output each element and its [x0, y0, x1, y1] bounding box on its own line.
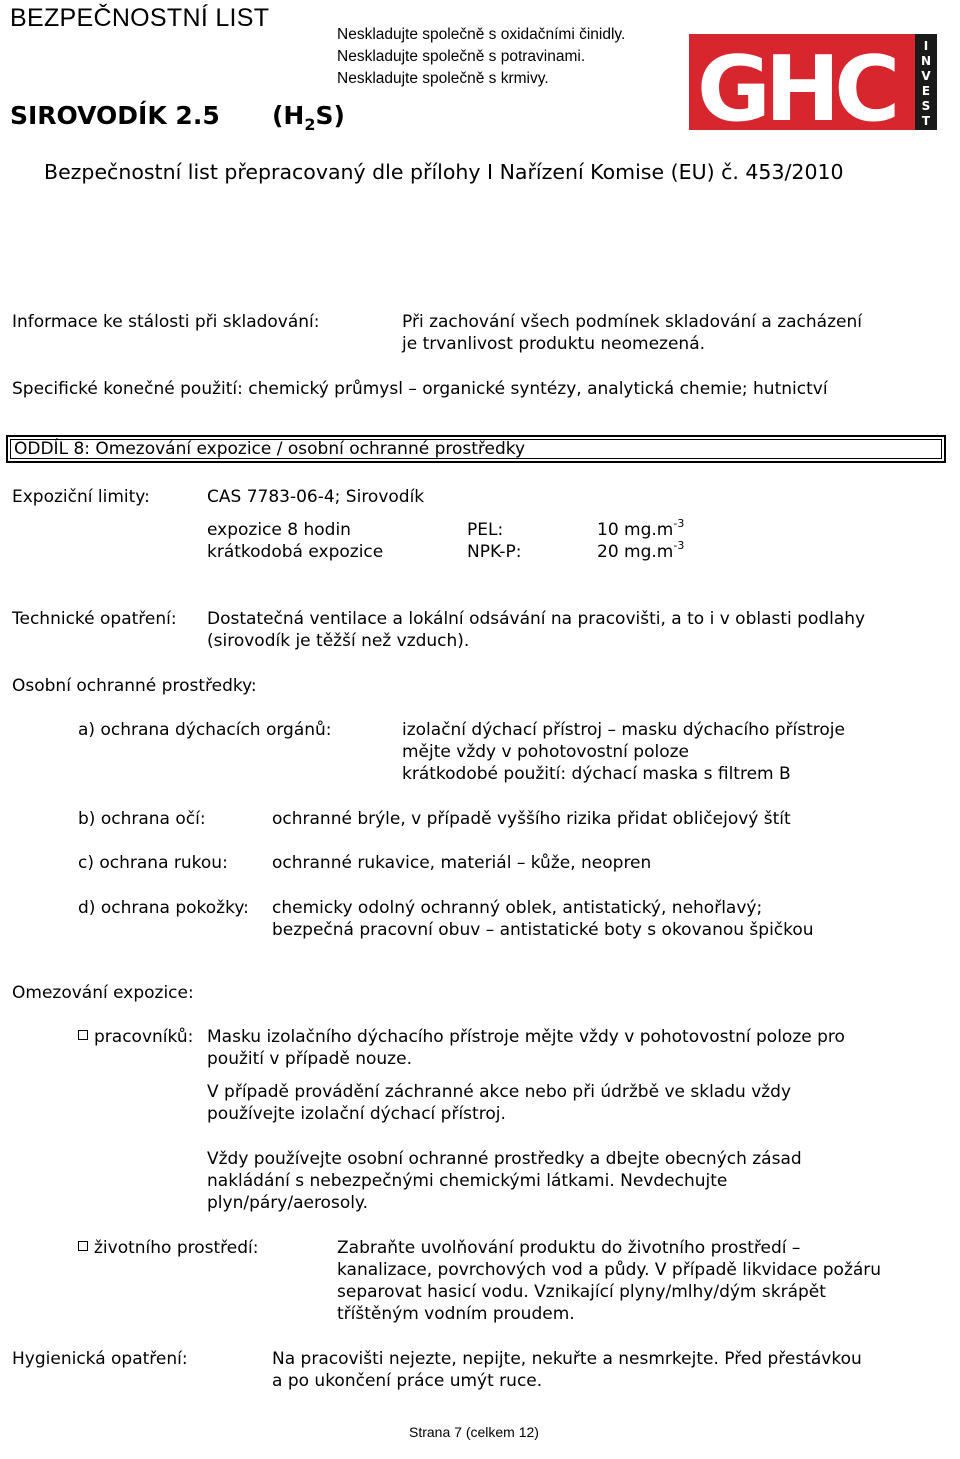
limit-row-1-name: expozice 8 hodin [207, 520, 351, 540]
ppe-a-text-1: izolační dýchací přístroj – masku dýchacího přístroje [402, 720, 845, 740]
storage-line-1: Neskladujte společně s oxidačními činidly. [337, 26, 626, 43]
env-text-4: tříštěným vodním proudem. [337, 1304, 575, 1324]
ppe-b-text: ochranné brýle, v případě vyššího rizika přidat obličejový štít [272, 809, 791, 829]
square-bullet-icon [78, 1241, 88, 1251]
ppe-c-label: c) ochrana rukou: [78, 853, 228, 873]
env-text-3: separovat hasicí vodu. Vznikající plyny/mlhy/dým skrápět [337, 1282, 826, 1302]
cas-number: CAS 7783-06-4; Sirovodík [207, 487, 425, 507]
svg-text:N: N [920, 54, 932, 68]
end-use: Specifické konečné použití: chemický průmysl – organické syntézy, analytická chemie; hutnictví [12, 379, 828, 399]
env-text-2: kanalizace, povrchových vod a půdy. V případě likvidace požáru [337, 1260, 882, 1280]
stability-text-2: je trvanlivost produktu neomezená. [402, 334, 706, 354]
workers-p3-line-3: plyn/páry/aerosoly. [207, 1193, 368, 1213]
hygiene-label: Hygienická opatření: [12, 1349, 188, 1369]
logo-letters: GHC [697, 37, 895, 130]
ppe-a-text-3: krátkodobé použití: dýchací maska s filtrem B [402, 764, 791, 784]
stability-text-1: Při zachování všech podmínek skladování a zacházení [402, 312, 862, 332]
env-label: životního prostředí: [78, 1237, 259, 1259]
document-subtitle: Bezpečnostní list přepracovaný dle přílohy I Nařízení Komise (EU) č. 453/2010 [44, 160, 844, 184]
limit-row-2-type: NPK-P: [467, 542, 522, 562]
chemical-formula: $(H_2S)$ [272, 101, 345, 134]
limit-row-1-type: PEL: [467, 520, 504, 540]
section-8-title: ODDÍL 8: Omezování expozice / osobní ochranné prostředky [14, 439, 526, 459]
document-type-title: BEZPEČNOSTNÍ LIST [10, 4, 270, 32]
svg-text:S: S [921, 99, 931, 113]
storage-line-3: Neskladujte společně s krmivy. [337, 70, 549, 87]
ppe-d-label: d) ochrana pokožky: [78, 898, 249, 918]
limit-row-2-value: 20 $mg.m^{-3}$ [597, 539, 685, 562]
ppe-a-label: a) ochrana dýchacích orgánů: [78, 720, 332, 740]
workers-p2-line-1: V případě provádění záchranné akce nebo při údržbě ve skladu vždy [207, 1082, 792, 1102]
storage-line-2: Neskladujte společně s potravinami. [337, 48, 586, 65]
limit-row-1-value: 10 $mg.m^{-3}$ [597, 517, 685, 540]
workers-p1-line-2: použití v případě nouze. [207, 1049, 412, 1069]
ppe-c-text: ochranné rukavice, materiál – kůže, neopren [272, 853, 652, 873]
page-number: Strana 7 (celkem 12) [409, 1424, 539, 1440]
workers-p2-line-2: používejte izolační dýchací přístroj. [207, 1104, 506, 1124]
workers-p3-line-2: nakládání s nebezpečnými chemickými látkami. Nevdechujte [207, 1171, 728, 1191]
svg-text:I: I [923, 39, 929, 53]
workers-p3-line-1: Vždy používejte osobní ochranné prostředky a dbejte obecných zásad [207, 1149, 802, 1169]
ppe-d-text-2: bezpečná pracovní obuv – antistatické boty s okovanou špičkou [272, 920, 814, 940]
limit-row-2-name: krátkodobá expozice [207, 542, 384, 562]
ppe-a-text-2: mějte vždy v pohotovostní poloze [402, 742, 689, 762]
stability-label: Informace ke stálosti při skladování: [12, 312, 320, 332]
technical-label: Technické opatření: [12, 609, 177, 629]
square-bullet-icon [78, 1030, 88, 1040]
hygiene-text-1: Na pracovišti nejezte, nepijte, nekuřte a nesmrkejte. Před přestávkou [272, 1349, 862, 1369]
workers-label: pracovníků: [78, 1026, 193, 1048]
env-text-1: Zabraňte uvolňování produktu do životního prostředí – [337, 1238, 801, 1258]
product-title: SIROVODÍK 2.5 [10, 101, 220, 130]
limitation-label: Omezování expozice: [12, 983, 194, 1003]
svg-text:V: V [921, 69, 931, 83]
ghc-invest-logo [689, 34, 937, 130]
workers-p1-line-1: Masku izolačního dýchacího přístroje mějte vždy v pohotovostní poloze pro [207, 1027, 845, 1047]
product-name [10, 101, 345, 134]
svg-text:T: T [921, 114, 931, 128]
exposure-limits-label: Expoziční limity: [12, 487, 150, 507]
svg-text:E: E [921, 84, 931, 98]
section-8-header [6, 435, 946, 463]
ppe-label: Osobní ochranné prostředky: [12, 676, 257, 696]
ppe-b-label: b) ochrana očí: [78, 809, 206, 829]
technical-text-2: (sirovodík je těžší než vzduch). [207, 631, 470, 651]
ppe-d-text-1: chemicky odolný ochranný oblek, antistatický, nehořlavý; [272, 898, 763, 918]
hygiene-text-2: a po ukončení práce umýt ruce. [272, 1371, 543, 1391]
technical-text-1: Dostatečná ventilace a lokální odsávání na pracovišti, a to i v oblasti podlahy [207, 609, 866, 629]
